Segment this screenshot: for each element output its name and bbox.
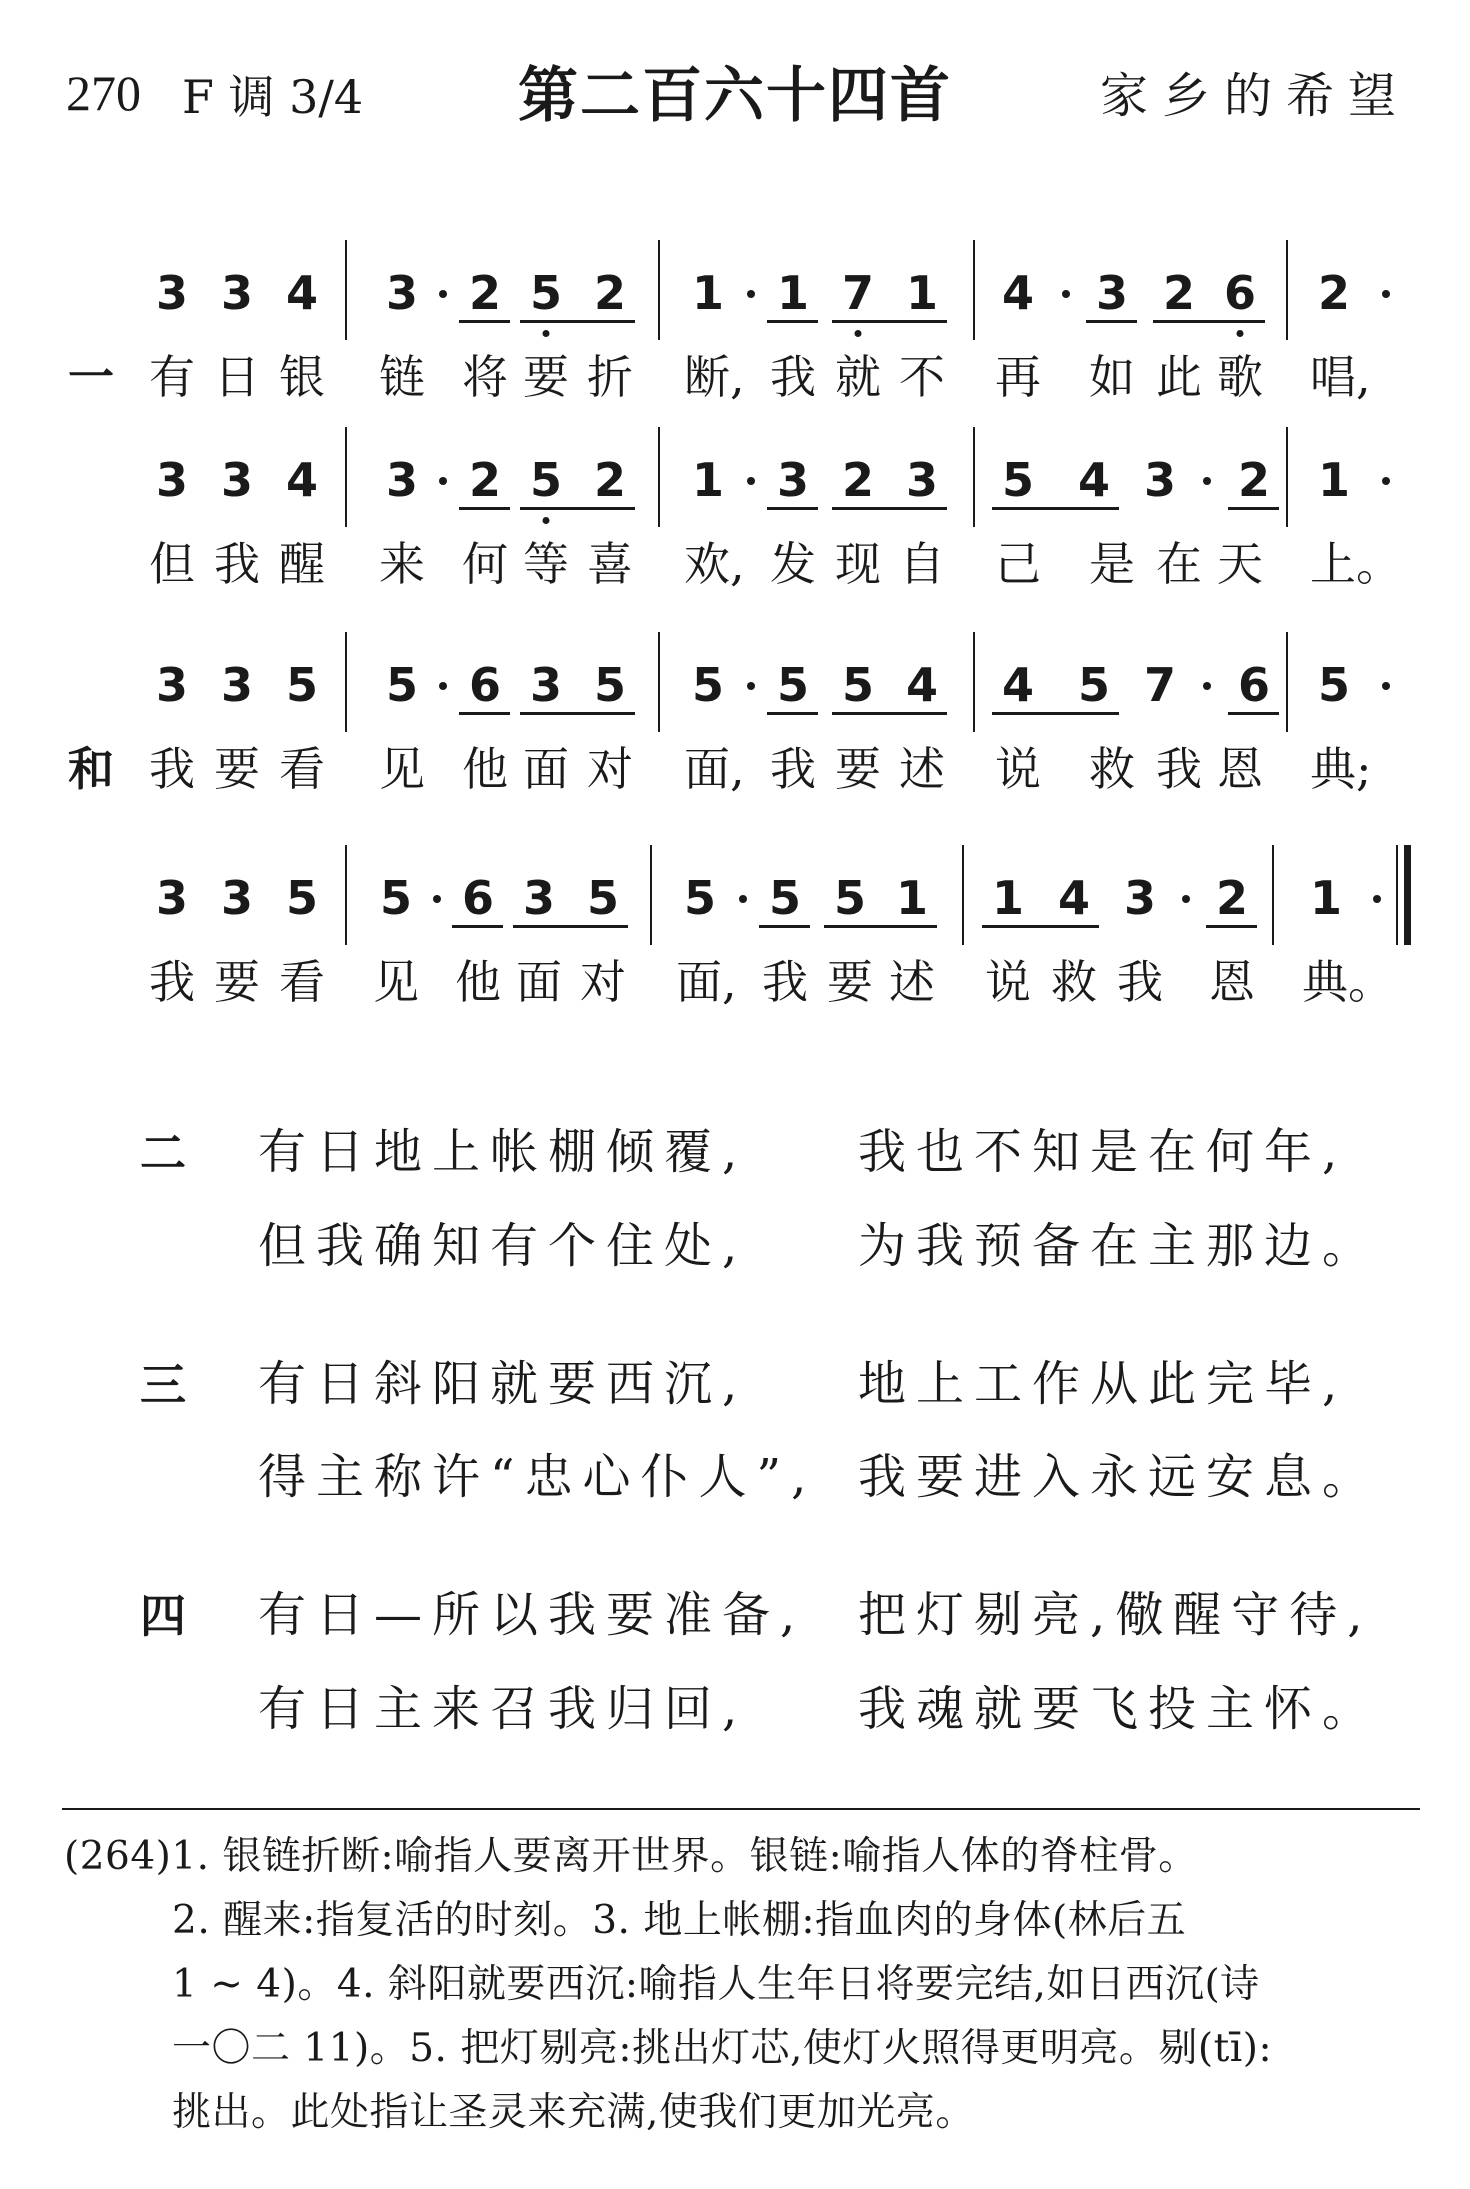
augmentation-dot: [1182, 895, 1190, 903]
verse-number: 一: [68, 350, 114, 404]
lyric-text: 说: [995, 742, 1041, 796]
barline: [973, 427, 975, 527]
eighth-note-underline: [767, 712, 818, 715]
barline: [1286, 240, 1288, 340]
eighth-note-underline: [520, 320, 635, 323]
final-barline-thin: [1396, 845, 1398, 945]
augmentation-dot: [439, 682, 447, 690]
augmentation-dot: [1203, 682, 1211, 690]
note-digit: 4: [1077, 453, 1111, 507]
lyric-text: 要: [214, 742, 260, 796]
lyric-text: 对: [587, 742, 633, 796]
note-digit: 2: [1215, 871, 1249, 925]
footnote-line: (264)1. 银链折断:喻指人要离开世界。银链:喻指人体的脊柱骨。: [64, 1834, 1198, 1879]
note-digit: 5: [586, 871, 620, 925]
lyric-text: 我: [1156, 742, 1202, 796]
note-digit: 1: [895, 871, 929, 925]
augmentation-dot: [1203, 477, 1211, 485]
eighth-note-underline: [520, 507, 635, 510]
note-digit: 1: [1317, 453, 1351, 507]
lyric-text: 典。: [1302, 955, 1394, 1009]
note-digit: 1: [776, 266, 810, 320]
lyric-text: 救: [1051, 955, 1097, 1009]
verse-number: 和: [68, 742, 114, 796]
barline: [658, 632, 660, 732]
eighth-note-underline: [1153, 320, 1265, 323]
note-digit: 4: [1001, 658, 1035, 712]
note-digit: 2: [1162, 266, 1196, 320]
note-digit: 3: [155, 871, 189, 925]
barline: [658, 240, 660, 340]
lyric-text: 要: [523, 350, 569, 404]
eighth-note-underline: [1206, 925, 1257, 928]
lyric-text: 有: [149, 350, 195, 404]
lyric-text: 要: [214, 955, 260, 1009]
eighth-note-underline: [513, 925, 628, 928]
footnote-line: 挑出。此处指让圣灵来充满,使我们更加光亮。: [172, 2090, 975, 2135]
note-digit: 3: [155, 266, 189, 320]
key-signature: F 调 3/4: [182, 70, 364, 124]
barline: [345, 632, 347, 732]
lower-octave-dot: [1237, 330, 1244, 337]
lyric-text: 链: [379, 350, 425, 404]
note-digit: 4: [285, 453, 319, 507]
barline: [658, 427, 660, 527]
lyric-text: 此: [1156, 350, 1202, 404]
note-digit: 3: [385, 453, 419, 507]
note-digit: 5: [1077, 658, 1111, 712]
eighth-note-underline: [459, 320, 510, 323]
note-digit: 3: [1095, 266, 1129, 320]
note-digit: 5: [841, 658, 875, 712]
note-digit: 3: [522, 871, 556, 925]
eighth-note-underline: [832, 320, 947, 323]
eighth-note-underline: [992, 712, 1119, 715]
eighth-note-underline: [1086, 320, 1137, 323]
eighth-note-underline: [832, 507, 947, 510]
lyric-text: 是: [1089, 537, 1135, 591]
augmentation-dot: [433, 895, 441, 903]
final-barline-thick: [1404, 845, 1411, 945]
eighth-note-underline: [767, 507, 818, 510]
eighth-note-underline: [767, 320, 818, 323]
augmentation-dot: [747, 477, 755, 485]
lyric-text: 就: [835, 350, 881, 404]
lyric-text: 发: [770, 537, 816, 591]
note-digit: 5: [285, 871, 319, 925]
augmentation-dot: [1373, 895, 1381, 903]
eighth-note-underline: [459, 507, 510, 510]
note-digit: 3: [776, 453, 810, 507]
lyric-text: 自: [899, 537, 945, 591]
note-digit: 5: [691, 658, 725, 712]
lower-octave-dot: [543, 330, 550, 337]
note-digit: 4: [905, 658, 939, 712]
lyric-text: 但: [149, 537, 195, 591]
barline: [1286, 427, 1288, 527]
augmentation-dot: [747, 682, 755, 690]
lyric-text: 看: [279, 955, 325, 1009]
lyric-text: 我: [149, 955, 195, 1009]
lower-octave-dot: [855, 330, 862, 337]
lyric-text: 典;: [1310, 742, 1372, 796]
lyric-text: 面,: [684, 742, 745, 796]
lyric-text: 我: [770, 350, 816, 404]
augmentation-dot: [439, 477, 447, 485]
note-digit: 3: [1143, 453, 1177, 507]
footnote-line: 1 ~ 4)。4. 斜阳就要西沉:喻指人生年日将要完结,如日西沉(诗: [172, 1962, 1260, 2007]
note-digit: 3: [220, 871, 254, 925]
verse-line: 把灯剔亮,儆醒守待,: [858, 1587, 1373, 1643]
lyric-text: 来: [379, 537, 425, 591]
lyric-text: 要: [835, 742, 881, 796]
note-digit: 4: [285, 266, 319, 320]
note-digit: 5: [768, 871, 802, 925]
lyric-text: 见: [373, 955, 419, 1009]
lyric-text: 银: [279, 350, 325, 404]
note-digit: 2: [1317, 266, 1351, 320]
lyric-text: 我: [214, 537, 260, 591]
augmentation-dot: [1382, 477, 1390, 485]
note-digit: 2: [593, 266, 627, 320]
augmentation-dot: [739, 895, 747, 903]
eighth-note-underline: [824, 925, 937, 928]
note-digit: 5: [593, 658, 627, 712]
note-digit: 5: [385, 658, 419, 712]
lyric-text: 日: [214, 350, 260, 404]
note-digit: 5: [529, 453, 563, 507]
note-digit: 6: [461, 871, 495, 925]
eighth-note-underline: [459, 712, 510, 715]
lyric-text: 述: [899, 742, 945, 796]
lyric-text: 不: [899, 350, 945, 404]
note-digit: 2: [1237, 453, 1271, 507]
note-digit: 1: [1309, 871, 1343, 925]
hymn-number: 270: [66, 65, 141, 121]
barline: [345, 845, 347, 945]
note-digit: 3: [155, 658, 189, 712]
lyric-text: 述: [889, 955, 935, 1009]
note-digit: 5: [776, 658, 810, 712]
lyric-text: 唱,: [1310, 350, 1371, 404]
lyric-text: 断,: [684, 350, 745, 404]
lyric-text: 醒: [279, 537, 325, 591]
barline: [973, 632, 975, 732]
eighth-note-underline: [520, 712, 635, 715]
verse-line: 有日斜阳就要西沉,: [258, 1356, 748, 1412]
verse-number: 四: [140, 1589, 186, 1643]
note-digit: 5: [1317, 658, 1351, 712]
footnote-line: 2. 醒来:指复活的时刻。3. 地上帐棚:指血肉的身体(林后五: [172, 1898, 1187, 1943]
note-digit: 7: [1143, 658, 1177, 712]
note-digit: 1: [691, 266, 725, 320]
lyric-text: 我: [762, 955, 808, 1009]
lyric-text: 要: [827, 955, 873, 1009]
verse-line: 得主称许“忠心仆人”,: [258, 1449, 817, 1505]
lyric-text: 他: [462, 742, 508, 796]
lyric-text: 看: [279, 742, 325, 796]
eighth-note-underline: [759, 925, 810, 928]
eighth-note-underline: [1228, 712, 1279, 715]
lyric-text: 面: [516, 955, 562, 1009]
barline: [973, 240, 975, 340]
footnote-line: 一〇二 11)。5. 把灯剔亮:挑出灯芯,使灯火照得更明亮。剔(tī):: [172, 2026, 1273, 2071]
note-digit: 7: [841, 266, 875, 320]
lyric-text: 欢,: [684, 537, 745, 591]
note-digit: 5: [1001, 453, 1035, 507]
lyric-text: 喜: [587, 537, 633, 591]
lower-octave-dot: [543, 517, 550, 524]
note-digit: 5: [833, 871, 867, 925]
lyric-text: 面,: [676, 955, 737, 1009]
note-digit: 3: [220, 453, 254, 507]
barline: [345, 240, 347, 340]
note-digit: 2: [593, 453, 627, 507]
note-digit: 2: [468, 266, 502, 320]
barline: [650, 845, 652, 945]
note-digit: 4: [1001, 266, 1035, 320]
lyric-text: 恩: [1217, 742, 1263, 796]
verse-line: 为我预备在主那边。: [858, 1218, 1381, 1274]
verse-line: 我魂就要飞投主怀。: [858, 1681, 1381, 1737]
note-digit: 5: [529, 266, 563, 320]
note-digit: 6: [1237, 658, 1271, 712]
lyric-text: 天: [1217, 537, 1263, 591]
note-digit: 3: [220, 658, 254, 712]
lyric-text: 说: [985, 955, 1031, 1009]
lyric-text: 现: [835, 537, 881, 591]
note-digit: 3: [220, 266, 254, 320]
note-digit: 2: [468, 453, 502, 507]
note-digit: 5: [683, 871, 717, 925]
lyric-text: 上。: [1310, 537, 1402, 591]
verse-number: 二: [140, 1126, 186, 1180]
lyric-text: 将: [462, 350, 508, 404]
note-digit: 3: [529, 658, 563, 712]
verse-line: 但我确知有个住处,: [258, 1218, 748, 1274]
verse-line: 有日—所以我要准备,: [258, 1587, 806, 1643]
eighth-note-underline: [832, 712, 947, 715]
lyric-text: 歌: [1217, 350, 1263, 404]
note-digit: 5: [285, 658, 319, 712]
verse-line: 我要进入永远安息。: [858, 1449, 1381, 1505]
verse-line: 我也不知是在何年,: [858, 1124, 1348, 1180]
barline: [962, 845, 964, 945]
lyric-text: 恩: [1209, 955, 1255, 1009]
note-digit: 3: [155, 453, 189, 507]
lyric-text: 折: [587, 350, 633, 404]
note-digit: 3: [385, 266, 419, 320]
augmentation-dot: [1382, 682, 1390, 690]
lyric-text: 何: [462, 537, 508, 591]
eighth-note-underline: [452, 925, 503, 928]
lyric-text: 再: [995, 350, 1041, 404]
note-digit: 6: [1223, 266, 1257, 320]
note-digit: 6: [468, 658, 502, 712]
eighth-note-underline: [1228, 507, 1279, 510]
note-digit: 3: [1123, 871, 1157, 925]
note-digit: 1: [905, 266, 939, 320]
lyric-text: 我: [1117, 955, 1163, 1009]
note-digit: 1: [991, 871, 1025, 925]
augmentation-dot: [1062, 290, 1070, 298]
lyric-text: 己: [995, 537, 1041, 591]
lyric-text: 如: [1089, 350, 1135, 404]
footnote-divider: [62, 1808, 1420, 1810]
lyric-text: 见: [379, 742, 425, 796]
augmentation-dot: [1382, 290, 1390, 298]
verse-line: 地上工作从此完毕,: [858, 1356, 1348, 1412]
lyric-text: 救: [1089, 742, 1135, 796]
augmentation-dot: [439, 290, 447, 298]
augmentation-dot: [747, 290, 755, 298]
hymn-alt-title: 家乡的希望: [1099, 68, 1410, 124]
note-digit: 3: [905, 453, 939, 507]
note-digit: 4: [1057, 871, 1091, 925]
lyric-text: 面: [523, 742, 569, 796]
note-digit: 5: [379, 871, 413, 925]
verse-line: 有日主来召我归回,: [258, 1681, 748, 1737]
verse-line: 有日地上帐棚倾覆,: [258, 1124, 748, 1180]
lyric-text: 在: [1156, 537, 1202, 591]
note-digit: 2: [841, 453, 875, 507]
eighth-note-underline: [982, 925, 1099, 928]
lyric-text: 等: [523, 537, 569, 591]
lyric-text: 我: [149, 742, 195, 796]
lyric-text: 对: [580, 955, 626, 1009]
barline: [1286, 632, 1288, 732]
lyric-text: 我: [770, 742, 816, 796]
eighth-note-underline: [992, 507, 1119, 510]
note-digit: 1: [691, 453, 725, 507]
page-title: 第二百六十四首: [518, 61, 952, 131]
verse-number: 三: [140, 1358, 186, 1412]
barline: [1272, 845, 1274, 945]
lyric-text: 他: [455, 955, 501, 1009]
barline: [345, 427, 347, 527]
